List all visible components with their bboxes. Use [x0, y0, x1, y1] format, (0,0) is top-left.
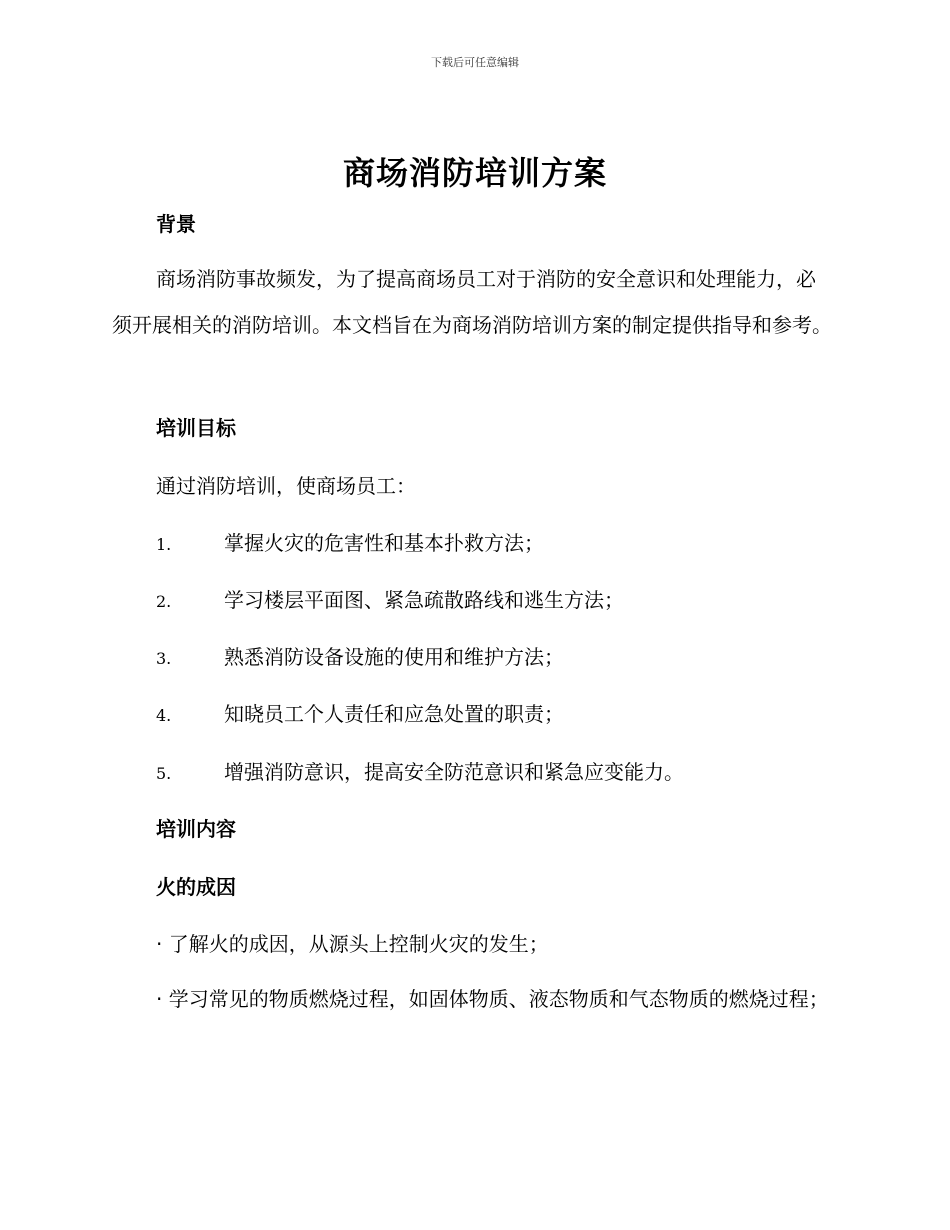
list-item-number: 4.	[156, 706, 172, 725]
bullet-item: · 了解火的成因，从源头上控制火灾的发生；	[156, 932, 549, 956]
page-title: 商场消防培训方案	[342, 154, 607, 192]
list-item	[156, 641, 564, 670]
section-heading-goals: 培训目标	[156, 416, 236, 440]
list-item-text: 学习楼层平面图、紧急疏散路线和逃生方法；	[224, 588, 624, 612]
list-item-text: 熟悉消防设备设施的使用和维护方法；	[224, 645, 564, 669]
background-paragraph: 商场消防事故频发，为了提高商场员工对于消防的安全意识和处理能力，必须开展相关的消防培训。本文档旨在为商场消防培训方案的制定提供指导和参考。	[112, 267, 832, 337]
list-item-text: 掌握火灾的危害性和基本扑救方法；	[224, 531, 544, 555]
list-item	[156, 756, 684, 785]
goals-intro: 通过消防培训，使商场员工：	[156, 474, 416, 498]
section-heading-content: 培训内容	[156, 817, 236, 841]
subheading-fire-causes: 火的成因	[156, 875, 236, 899]
list-item-number: 3.	[156, 649, 172, 668]
section-heading-background: 背景	[156, 212, 196, 236]
list-item	[156, 584, 624, 613]
list-item	[156, 698, 564, 727]
list-item	[156, 527, 544, 556]
list-item-number: 1.	[156, 535, 172, 554]
list-item-text: 增强消防意识，提高安全防范意识和紧急应变能力。	[224, 760, 684, 784]
list-item-number: 2.	[156, 592, 172, 611]
bullet-item: · 学习常见的物质燃烧过程，如固体物质、液态物质和气态物质的燃烧过程；	[156, 987, 829, 1011]
list-item-number: 5.	[156, 764, 172, 783]
list-item-text: 知晓员工个人责任和应急处置的职责；	[224, 702, 564, 726]
header-note: 下载后可任意编辑	[431, 56, 519, 69]
